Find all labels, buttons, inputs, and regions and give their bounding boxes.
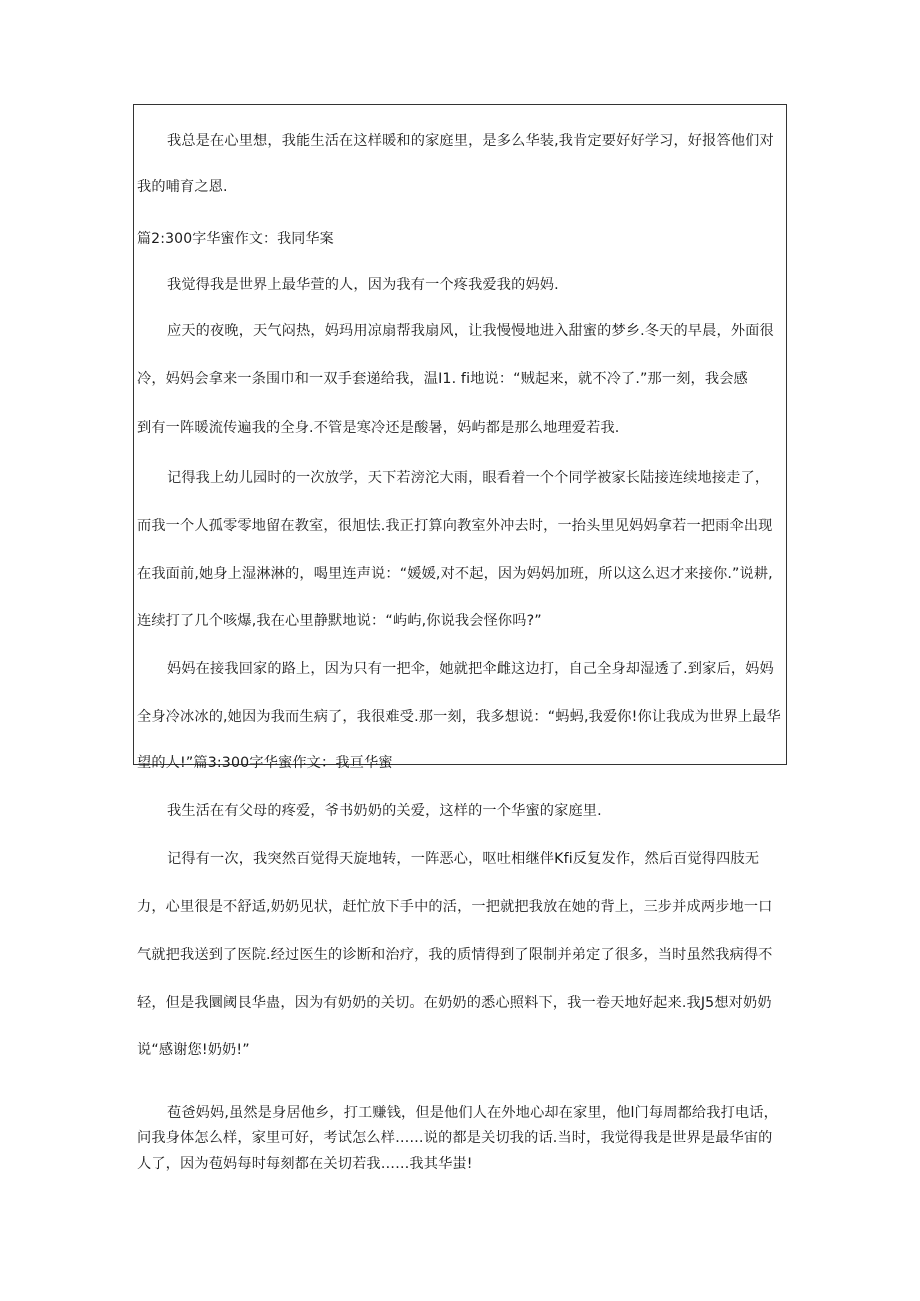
paragraph-line: 问我身体怎么样，家里可好，考试怎么样……说的都是关切我的话.当时，我觉得我是世界是最华宙的 [137, 1130, 773, 1146]
paragraph-line: 人了，因为苞妈每时每刻都在关切若我……我其华蚩! [137, 1156, 473, 1172]
paragraph-line: 记得有一次，我突然百觉得天旋地转，一阵恶心，呕吐相继伴Kfi反复发作，然后百觉得四肢无 [167, 851, 760, 867]
paragraph-line: 我生活在有父母的疼爱，爷书奶奶的关爱，这样的一个华蜜的家庭里. [167, 803, 602, 819]
paragraph-line: 冷，妈妈会拿来一条围巾和一双手套递给我，温I1. fi地说：“贼起来，就不冷了.”那一刻，我会感 [137, 371, 748, 387]
paragraph-line: 我的哺育之恩. [137, 179, 228, 195]
paragraph-line: 苞爸妈妈,虽然是身居他乡，打工赚钱，但是他们人在外地心却在家里，他l门每周都给我打电话， [167, 1105, 778, 1121]
paragraph-line: 到有一阵暖流传遍我的全身.不管是寒冷还是酸暑，妈屿都是那么地理爱若我. [137, 420, 620, 436]
paragraph-line: 连续打了几个咳爆,我在心里静默地说：“屿屿,你说我会怪你吗?” [137, 613, 542, 629]
paragraph-line: 我总是在心里想，我能生活在这样暖和的家庭里，是多么华装,我肯定要好好学习，好报答他们对 [167, 133, 774, 149]
paragraph-line: 记得我上幼儿园时的一次放学，天下若滂沱大雨，眼看着一个个同学被家长陆接连续地接走了， [167, 470, 770, 486]
paragraph-line: 应天的夜晚，天气闷热，妈玛用凉扇帮我扇风，让我慢慢地进入甜蜜的梦乡.冬天的早晨，外面很 [167, 323, 774, 339]
paragraph-line: 力，心里很是不舒适,奶奶见状，赶忙放下手中的活，一把就把我放在她的背上，三步并成两步地一口 [137, 899, 773, 915]
paragraph-line: 我觉得我是世界上最华萱的人，因为我有一个疼我爱我的妈妈. [167, 277, 559, 293]
paragraph-line: 在我面前,她身上湿淋淋的，喝里连声说：“媛媛,对不起，因为妈妈加班，所以这么迟才来接你.”说耕, [137, 566, 773, 582]
paragraph-line: 说“感谢您!奶奶!” [137, 1042, 250, 1058]
paragraph-line: 全身冷冰冰的,她因为我而生病了，我很难受.那一刻，我多想说：“蚂蚂,我爱你!你让我成为世界上最华 [137, 709, 781, 725]
paragraph-line: 气就把我送到了医院.经过医生的诊断和治疗，我的质情得到了限制并弟定了很多，当时虽然我病得不 [137, 947, 773, 963]
section-heading: 篇2:300字华蜜作文：我同华案 [137, 231, 334, 247]
paragraph-line: 望的人!”篇3:300字华蜜作文：我亘华蜜 [137, 755, 393, 771]
paragraph-line: 妈妈在接我回家的路上，因为只有一把伞，她就把伞雌这边打，自己全身却湿透了.到家后，妈妈 [167, 661, 774, 677]
paragraph-line: 而我一个人孤零零地留在教室，很旭怯.我正打算向教室外冲去时，一抬头里见妈妈拿若一把雨伞出现 [137, 518, 773, 534]
paragraph-line: 轻，但是我圜阈艮华蛊，因为有奶奶的关切。在奶奶的悉心照料下，我一卷天地好起来.我J5想对奶奶 [137, 995, 772, 1011]
